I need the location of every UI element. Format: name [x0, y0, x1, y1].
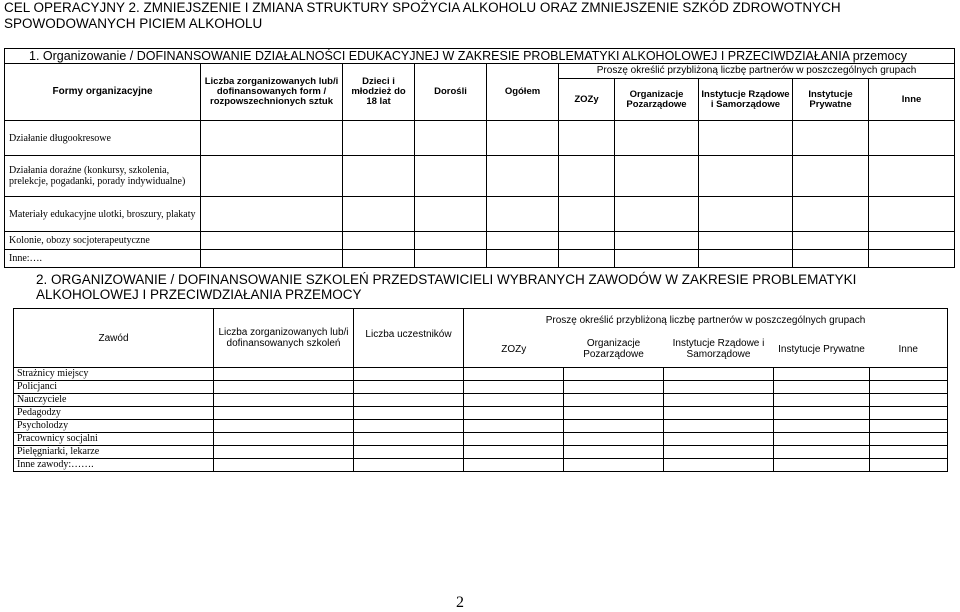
partners-header: Proszę określić przybliżoną liczbę partnerów w poszczególnych grupach	[559, 64, 955, 79]
input-cell[interactable]	[464, 407, 564, 420]
input-cell[interactable]	[664, 446, 774, 459]
input-cell[interactable]	[774, 381, 870, 394]
partners-header: Proszę określić przybliżoną liczbę partnerów w poszczególnych grupach	[464, 309, 948, 332]
table-row	[14, 420, 948, 433]
row-label: Kolonie, obozy socjoterapeutyczne	[5, 232, 201, 250]
input-cell[interactable]	[214, 407, 354, 420]
input-cell[interactable]	[464, 394, 564, 407]
input-cell[interactable]	[415, 232, 487, 250]
input-cell[interactable]	[214, 446, 354, 459]
input-cell[interactable]	[615, 121, 699, 156]
input-cell[interactable]	[774, 433, 870, 446]
input-cell[interactable]	[793, 156, 869, 197]
input-cell[interactable]	[564, 433, 664, 446]
input-cell[interactable]	[870, 433, 948, 446]
partner-ngo: Organizacje Pozarządowe	[615, 79, 699, 121]
col-count-header: Liczba zorganizowanych lub/i dofinansowanych szkoleń	[214, 309, 354, 368]
table-row	[14, 433, 948, 446]
col-children-header: Dzieci i młodzież do 18 lat	[343, 64, 415, 121]
col-forms-header: Formy organizacyjne	[5, 64, 201, 121]
document-header	[4, 0, 954, 32]
input-cell[interactable]	[343, 250, 415, 268]
row-label: Nauczyciele	[14, 394, 214, 407]
input-cell[interactable]	[354, 368, 464, 381]
input-cell[interactable]	[487, 197, 559, 232]
input-cell[interactable]	[564, 394, 664, 407]
input-cell[interactable]	[774, 407, 870, 420]
table1-title: 1. Organizowanie / DOFINANSOWANIE DZIAŁALNOŚCI EDUKACYJNEJ W ZAKRESIE PROBLEMATYKI ALKOHOLOWEJ I PRZECIWDZIAŁANIA przemocy	[5, 49, 955, 64]
input-cell[interactable]	[793, 250, 869, 268]
partner-ngo: Organizacje Pozarządowe	[564, 331, 664, 368]
partner-private: Instytucje Prywatne	[793, 79, 869, 121]
input-cell[interactable]	[869, 197, 955, 232]
input-cell[interactable]	[343, 197, 415, 232]
input-cell[interactable]	[354, 420, 464, 433]
input-cell[interactable]	[464, 459, 564, 472]
input-cell[interactable]	[564, 381, 664, 394]
input-cell[interactable]	[487, 232, 559, 250]
input-cell[interactable]	[354, 433, 464, 446]
input-cell[interactable]	[699, 232, 793, 250]
input-cell[interactable]	[564, 446, 664, 459]
col-profession-header: Zawód	[14, 309, 214, 368]
table-row	[14, 394, 948, 407]
input-cell[interactable]	[354, 459, 464, 472]
col-total-header: Ogółem	[487, 64, 559, 121]
table-row	[5, 121, 955, 156]
input-cell[interactable]	[793, 121, 869, 156]
col-count-header: Liczba zorganizowanych lub/i dofinansowanych form / rozpowszechnionych sztuk	[201, 64, 343, 121]
table-row	[5, 156, 955, 197]
input-cell[interactable]	[564, 420, 664, 433]
input-cell[interactable]	[664, 381, 774, 394]
row-label: Pedagodzy	[14, 407, 214, 420]
input-cell[interactable]	[214, 459, 354, 472]
table-row	[14, 407, 948, 420]
input-cell[interactable]	[774, 368, 870, 381]
input-cell[interactable]	[201, 232, 343, 250]
table-row	[14, 368, 948, 381]
header-line-1: CEL OPERACYJNY 2. ZMNIEJSZENIE I ZMIANA STRUKTURY SPOŻYCIA ALKOHOLU ORAZ ZMNIEJSZENIE SZKÓD ZDROWOTNYCH	[4, 0, 841, 15]
input-cell[interactable]	[870, 407, 948, 420]
input-cell[interactable]	[699, 121, 793, 156]
input-cell[interactable]	[464, 368, 564, 381]
input-cell[interactable]	[464, 420, 564, 433]
input-cell[interactable]	[559, 232, 615, 250]
input-cell[interactable]	[487, 156, 559, 197]
input-cell[interactable]	[214, 433, 354, 446]
input-cell[interactable]	[564, 459, 664, 472]
input-cell[interactable]	[201, 156, 343, 197]
table-row	[14, 446, 948, 459]
table-row	[14, 459, 948, 472]
input-cell[interactable]	[664, 407, 774, 420]
input-cell[interactable]	[201, 197, 343, 232]
input-cell[interactable]	[415, 250, 487, 268]
partner-private: Instytucje Prywatne	[774, 331, 870, 368]
input-cell[interactable]	[214, 368, 354, 381]
table-row	[5, 250, 955, 268]
input-cell[interactable]	[664, 433, 774, 446]
partner-government: Instytucje Rządowe i Samorządowe	[664, 331, 774, 368]
input-cell[interactable]	[487, 121, 559, 156]
input-cell[interactable]	[870, 368, 948, 381]
input-cell[interactable]	[354, 394, 464, 407]
input-cell[interactable]	[699, 156, 793, 197]
input-cell[interactable]	[464, 381, 564, 394]
partner-other: Inne	[869, 79, 955, 121]
input-cell[interactable]	[415, 197, 487, 232]
input-cell[interactable]	[774, 394, 870, 407]
row-label: Pielęgniarki, lekarze	[14, 446, 214, 459]
input-cell[interactable]	[487, 250, 559, 268]
input-cell[interactable]	[869, 156, 955, 197]
input-cell[interactable]	[354, 446, 464, 459]
row-label: Działania doraźne (konkursy, szkolenia, prelekcje, pogadanki, porady indywidualne)	[5, 156, 201, 197]
input-cell[interactable]	[870, 446, 948, 459]
input-cell[interactable]	[774, 420, 870, 433]
input-cell[interactable]	[564, 407, 664, 420]
input-cell[interactable]	[870, 420, 948, 433]
input-cell[interactable]	[214, 394, 354, 407]
row-label: Działanie długookresowe	[5, 121, 201, 156]
table-row	[14, 381, 948, 394]
row-label: Inne zawody:…….	[14, 459, 214, 472]
input-cell[interactable]	[615, 197, 699, 232]
input-cell[interactable]	[869, 121, 955, 156]
input-cell[interactable]	[664, 394, 774, 407]
row-label: Strażnicy miejscy	[14, 368, 214, 381]
input-cell[interactable]	[564, 368, 664, 381]
row-label: Pracownicy socjalni	[14, 433, 214, 446]
partner-government: Instytucje Rządowe i Samorządowe	[699, 79, 793, 121]
professional-training-table	[13, 308, 948, 472]
input-cell[interactable]	[774, 446, 870, 459]
education-activities-table	[4, 48, 955, 268]
input-cell[interactable]	[615, 250, 699, 268]
col-adults-header: Dorośli	[415, 64, 487, 121]
input-cell[interactable]	[615, 232, 699, 250]
header-line-2: SPOWODOWANYCH PICIEM ALKOHOLU	[4, 16, 263, 31]
input-cell[interactable]	[869, 232, 955, 250]
row-label: Psycholodzy	[14, 420, 214, 433]
input-cell[interactable]	[559, 250, 615, 268]
page-number: 2	[456, 594, 464, 611]
input-cell[interactable]	[869, 250, 955, 268]
input-cell[interactable]	[664, 368, 774, 381]
input-cell[interactable]	[870, 394, 948, 407]
input-cell[interactable]	[559, 121, 615, 156]
input-cell[interactable]	[201, 250, 343, 268]
input-cell[interactable]	[664, 459, 774, 472]
row-label: Inne:….	[5, 250, 201, 268]
input-cell[interactable]	[354, 381, 464, 394]
input-cell[interactable]	[214, 420, 354, 433]
col-participants-header: Liczba uczestników	[354, 309, 464, 368]
input-cell[interactable]	[559, 156, 615, 197]
input-cell[interactable]	[699, 250, 793, 268]
input-cell[interactable]	[343, 156, 415, 197]
row-label: Materiały edukacyjne ulotki, broszury, plakaty	[5, 197, 201, 232]
input-cell[interactable]	[343, 121, 415, 156]
input-cell[interactable]	[464, 433, 564, 446]
input-cell[interactable]	[354, 407, 464, 420]
input-cell[interactable]	[699, 197, 793, 232]
table-row	[5, 232, 955, 250]
input-cell[interactable]	[793, 197, 869, 232]
input-cell[interactable]	[464, 446, 564, 459]
partner-other: Inne	[870, 331, 948, 368]
input-cell[interactable]	[343, 232, 415, 250]
input-cell[interactable]	[201, 121, 343, 156]
table-row	[5, 197, 955, 232]
input-cell[interactable]	[214, 381, 354, 394]
partner-zozy: ZOZy	[559, 79, 615, 121]
table2-title: 2. ORGANIZOWANIE / DOFINANSOWANIE SZKOLEŃ PRZEDSTAWICIELI WYBRANYCH ZAWODÓW W ZAKRESIE PROBLEMATYKI ALKOHOLOWEJ I PRZECIWDZIAŁANIA PRZEMOCY	[36, 272, 857, 302]
input-cell[interactable]	[415, 156, 487, 197]
partner-zozy: ZOZy	[464, 331, 564, 368]
input-cell[interactable]	[559, 197, 615, 232]
input-cell[interactable]	[793, 232, 869, 250]
input-cell[interactable]	[870, 381, 948, 394]
input-cell[interactable]	[870, 459, 948, 472]
input-cell[interactable]	[615, 156, 699, 197]
input-cell[interactable]	[664, 420, 774, 433]
input-cell[interactable]	[415, 121, 487, 156]
input-cell[interactable]	[774, 459, 870, 472]
row-label: Policjanci	[14, 381, 214, 394]
